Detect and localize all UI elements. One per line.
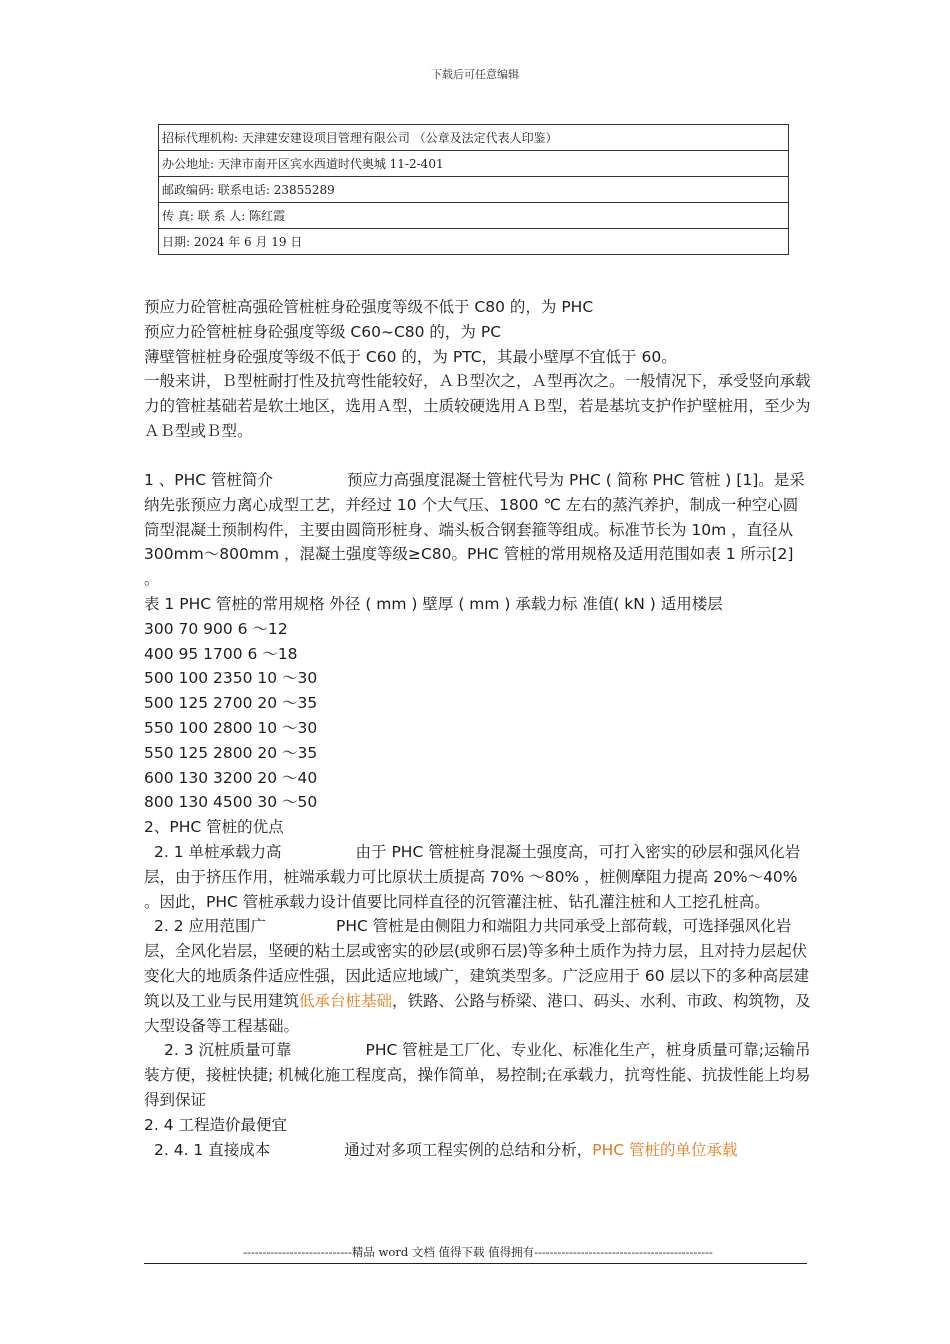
section2-3-text: PHC 管桩是工厂化、专业化、标准化生产，桩身质量可靠;运输吊装方便，接桩快捷; 机械化施工程度高，操作简单，易控制;在承载力，抗弯性能、抗拔性能上均易得到保证: [144, 1041, 811, 1109]
date-cell: 日期: 2024 年 6 月 19 日: [159, 229, 789, 255]
table-row: [159, 177, 789, 203]
paragraph: 预应力砼管桩高强砼管桩桩身砼强度等级不低于 C80 的，为 PHC: [144, 298, 594, 316]
page-footer: ----------------------------精品 word 文档 值得下载 值得拥有----------------------------------------------: [243, 1245, 713, 1259]
agency-info-table: [158, 124, 789, 255]
section2-4-heading: 2. 4 工程造价最便宜: [144, 1115, 288, 1134]
table1-caption: 表 1 PHC 管桩的常用规格 外径 ( mm ) 壁厚 ( mm ) 承载力标 准值( kN ) 适用楼层: [144, 594, 723, 613]
section1-heading: 1 、PHC 管桩简介: [144, 471, 274, 489]
agency-name-cell: 招标代理机构: 天津建安建设项目管理有限公司 （公章及法定代表人印鉴）: [159, 125, 789, 151]
section2-1-title: 2. 1 单桩承载力高: [154, 842, 282, 861]
paragraph: 一般来讲，Ｂ型桩耐打性及抗弯性能较好，ＡＢ型次之，Ａ型再次之。一般情况下，承受竖向承载力的管桩基础若是软土地区，选用Ａ型，土质较硬选用ＡＢ型，若是基坑支护作护壁桩用，至少为ＡＢ型或Ｂ型。: [144, 372, 811, 440]
section2-2-paragraph: [144, 914, 812, 1038]
table1-row: 550 100 2800 10 ～30: [144, 718, 318, 737]
table-row: [159, 203, 789, 229]
section2-1-paragraph: [144, 840, 812, 914]
section2-2-text: PHC 管桩是由侧阻力和端阻力共同承受上部荷载，可选择强风化岩层，全风化岩层，坚硬的粘土层或密实的砂层(或卵石层)等多种土质作为持力层，且对持力层起伏变化大的地质条件适应性强，因此适应地域广，建筑类型多。广泛应用于 60 层以下的多种高层建筑以及工业与民用建筑: [144, 917, 810, 1010]
office-address-cell: 办公地址: 天津市南开区宾水西道时代奥城 11-2-401: [159, 151, 789, 177]
section2-3-title: 2. 3 沉桩质量可靠: [164, 1041, 292, 1060]
main-section: [144, 468, 812, 1162]
table1-row: 600 130 3200 20 ～40: [144, 768, 318, 787]
table1-row: 500 100 2350 10 ～30: [144, 669, 318, 688]
fax-contact-cell: 传 真: 联 系 人: 陈红霞: [159, 203, 789, 229]
page-header: 下载后可任意编辑: [431, 68, 519, 81]
section1-text: 预应力高强度混凝土管桩代号为 PHC ( 简称 PHC 管桩 ) [1]。是采纳先张预应力离心成型工艺，并经过 10 个大气压、1800 ℃ 左右的蒸汽养护，制成一种空心圆筒型混凝土预制构件，主要由圆筒形桩身、端头板合钢套箍等组成。标准节长为 10m ，直径从 300mm～800mm ，混凝土强度等级≥C80。PHC 管桩的常用规格及适用范围如表 1 所示[2] 。: [144, 471, 805, 589]
paragraph: 预应力砼管桩桩身砼强度等级 C60~C80 的，为 PC: [144, 322, 502, 341]
section2-2-title: 2. 2 应用范围广: [154, 917, 267, 936]
paragraph: 薄壁管桩桩身砼强度等级不低于 C60 的，为 PTC，其最小壁厚不宜低于 60。: [144, 347, 677, 366]
table-row: [159, 125, 789, 151]
section2-heading: 2、PHC 管桩的优点: [144, 818, 284, 837]
postal-phone-cell: 邮政编码: 联系电话: 23855289: [159, 177, 789, 203]
section2-1-text: 由于 PHC 管桩桩身混凝土强度高，可打入密实的砂层和强风化岩层，由于挤压作用，桩端承载力可比原状土质提高 70% ～80% ，桩侧摩阻力提高 20%～40% 。因此，PHC 管桩承载力设计值要比同样直径的沉管灌注桩、钻孔灌注桩和人工挖孔桩高。: [144, 842, 801, 911]
intro-section: [144, 295, 812, 444]
table-row: [159, 229, 789, 255]
phc-unit-capacity-link[interactable]: PHC 管桩的单位承载: [592, 1140, 738, 1159]
section2-4-1-title: 2. 4. 1 直接成本: [154, 1140, 271, 1159]
table1-row: 300 70 900 6 ～12: [144, 619, 288, 638]
section2-2-text-tail: ，铁路、公路与桥梁、港口、码头、水利、市政、构筑物，及大型设备等工程基础。: [144, 991, 811, 1035]
footer-divider: [144, 1263, 807, 1264]
table1-row: 550 125 2800 20 ～35: [144, 743, 318, 762]
section2-4-1-text: 通过对多项工程实例的总结和分析，: [344, 1140, 593, 1159]
table-row: [159, 151, 789, 177]
section1-paragraph: [144, 468, 812, 592]
table1-row: 800 130 4500 30 ～50: [144, 793, 318, 812]
section2-4-1-paragraph: [144, 1138, 812, 1163]
table1-row: 500 125 2700 20 ～35: [144, 694, 318, 713]
low-cap-pile-link[interactable]: 低承台桩基础: [299, 991, 393, 1010]
table1-row: 400 95 1700 6 ～18: [144, 644, 298, 663]
section2-3-paragraph: [144, 1038, 812, 1112]
